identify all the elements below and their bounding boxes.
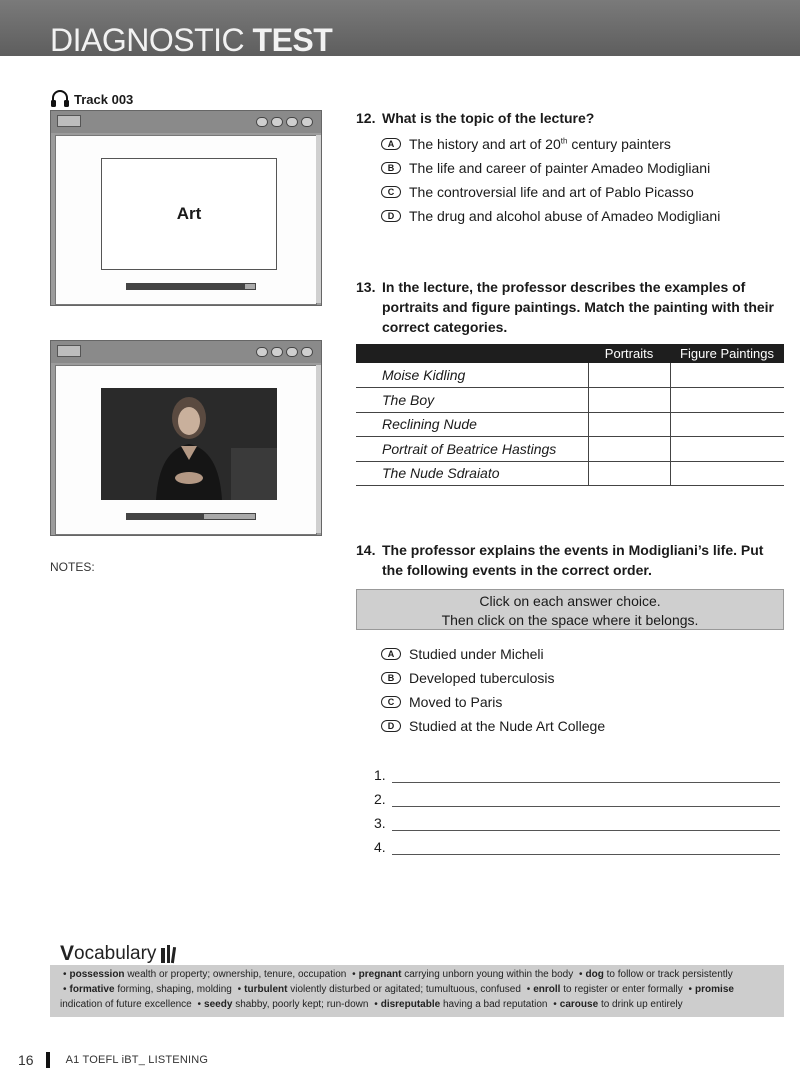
option-c[interactable] [381,180,720,204]
scrollbar[interactable] [316,135,321,303]
bullet: • [63,969,67,980]
ok-button[interactable] [286,347,298,357]
option-d[interactable] [381,714,605,738]
question-text: What is the topic of the lecture? [382,110,595,126]
bullet: • [352,969,356,980]
slot-number: 2. [374,791,386,807]
vocab-word: promise [695,984,734,995]
column-header-figure-paintings: Figure Paintings [670,344,784,363]
option-text-part: The history and art of 20 [409,136,561,152]
figure-paintings-cell[interactable] [670,363,784,388]
vocab-definition: having a bad reputation [442,999,548,1010]
vocabulary-box [50,965,784,1017]
notes-label: NOTES: [50,560,95,574]
books-icon [159,944,179,964]
matching-table [356,344,784,486]
portraits-cell[interactable] [588,388,670,413]
question-14 [356,540,787,580]
question-12 [356,108,782,128]
vocab-word: turbulent [244,984,288,995]
vocab-word: disreputable [380,999,441,1010]
vocab-definition: violently disturbed or agitated; tumultuous, confused [290,984,521,995]
help-button[interactable] [271,347,283,357]
table-row [356,363,784,388]
instruction-box [356,589,784,630]
option-c[interactable] [381,690,605,714]
player-controls [256,117,313,127]
player-screen [55,135,317,305]
progress-fill [127,514,204,519]
vocab-word: formative [69,984,115,995]
progress-fill [127,284,245,289]
slot-line[interactable] [392,769,780,783]
figure-paintings-cell[interactable] [670,412,784,437]
painting-name[interactable]: The Boy [356,388,588,413]
table-row [356,461,784,486]
question-14-options [381,642,605,738]
table-row [356,388,784,413]
option-text: The drug and alcohol abuse of Amadeo Modigliani [409,208,721,224]
player-controls [256,347,313,357]
book-title: A1 TOEFL iBT_ LISTENING [65,1054,209,1066]
vocab-definition: carrying unborn young within the body [404,969,574,980]
slot-line[interactable] [392,817,780,831]
option-text: The controversial life and art of Pablo Picasso [409,184,694,200]
table-row [356,412,784,437]
scrollbar[interactable] [316,365,321,533]
vocab-definition: to register or enter formally [563,984,683,995]
question-number: 12. [356,110,376,126]
next-button[interactable] [301,117,313,127]
table-row [356,437,784,462]
bullet: • [578,969,583,980]
bullet: • [197,999,202,1010]
portraits-cell[interactable] [588,437,670,462]
option-text: Moved to Paris [409,694,503,710]
track-text: Track 003 [74,91,134,107]
vocab-definition: indication of future excellence [60,999,192,1010]
player-toolbar [51,341,321,363]
footer-divider [46,1052,50,1068]
option-b[interactable] [381,156,720,180]
option-b-icon: B [381,672,401,684]
slide-title-box [101,158,277,270]
headphones-icon [50,90,70,108]
painting-name[interactable]: Moise Kidling [356,363,588,388]
player-menu-button[interactable] [57,115,81,127]
vocab-word: possession [69,969,125,980]
professor-image [101,388,277,500]
bullet: • [237,984,242,995]
option-a[interactable] [381,642,605,666]
option-a-icon: A [381,138,401,150]
slot-number: 3. [374,815,386,831]
bullet: • [526,984,531,995]
answer-slots [374,759,780,855]
audio-progress-bar [126,513,256,520]
painting-name[interactable]: Reclining Nude [356,412,588,437]
header-title-light: DIAGNOSTIC [50,22,245,56]
vocab-definition: to drink up entirely [600,999,683,1010]
option-d[interactable] [381,204,720,228]
bullet: • [688,984,693,995]
track-label [50,90,133,108]
vocab-word: enroll [533,984,561,995]
portraits-cell[interactable] [588,461,670,486]
instruction-line: Then click on the space where it belongs. [441,612,699,628]
vocabulary-title-initial: V [60,942,75,965]
option-text [409,136,671,152]
answer-slot[interactable] [374,783,780,807]
slot-number: 4. [374,839,386,855]
lecturer-photo [101,388,277,500]
question-text: In the lecture, the professor describes the examples of portraits and figure paintings. Match the painting with their correct categories. [382,279,775,335]
player-menu-button[interactable] [57,345,81,357]
superscript: th [560,136,568,146]
column-header-painting [356,344,588,363]
question-number: 13. [356,279,376,295]
vocabulary-title [60,942,179,966]
option-text: Studied under Micheli [409,646,544,662]
option-d-icon: D [381,210,401,222]
header-title [50,22,332,56]
header-title-bold: TEST [252,22,333,56]
painting-name[interactable]: Portrait of Beatrice Hastings [356,437,588,462]
volume-button[interactable] [256,347,268,357]
vocab-definition: shabby, poorly kept; run-down [235,999,369,1010]
vocab-word: pregnant [358,969,402,980]
player-toolbar [51,111,321,133]
answer-slot[interactable] [374,807,780,831]
help-button[interactable] [271,117,283,127]
vocab-definition: wealth or property; ownership, tenure, occupation [127,969,347,980]
option-text: Studied at the Nude Art College [409,718,606,734]
option-b-icon: B [381,162,401,174]
audio-progress-bar [126,283,256,290]
page-number: 16 [18,1052,34,1068]
lecture-player-video [50,340,322,536]
question-text: The professor explains the events in Modigliani’s life. Put the following events in the correct order. [382,542,764,578]
option-text: The life and career of painter Amadeo Modigliani [409,160,711,176]
vocab-definition: to follow or track persistently [606,969,733,980]
bullet: • [374,999,378,1010]
figure-paintings-cell[interactable] [670,388,784,413]
column-header-portraits: Portraits [588,344,670,363]
question-12-options [381,132,720,228]
figure-paintings-cell[interactable] [670,461,784,486]
player-screen [55,365,317,535]
option-text-part: century painters [567,136,671,152]
instruction-line: Click on each answer choice. [479,593,661,609]
painting-name[interactable]: The Nude Sdraiato [356,461,588,486]
option-text: Developed tuberculosis [409,670,555,686]
volume-button[interactable] [256,117,268,127]
question-number: 14. [356,542,376,558]
slot-number: 1. [374,767,386,783]
option-b[interactable] [381,666,605,690]
answer-slot[interactable] [374,831,780,855]
page-footer [18,1052,208,1068]
portraits-cell[interactable] [588,412,670,437]
bullet: • [553,999,557,1010]
bullet: • [63,984,67,995]
option-d-icon: D [381,720,401,732]
vocab-word: carouse [559,999,599,1010]
option-c-icon: C [381,696,401,708]
answer-slot[interactable] [374,759,780,783]
ok-button[interactable] [286,117,298,127]
option-a[interactable] [381,132,720,156]
question-13 [356,277,782,337]
figure-paintings-cell[interactable] [670,437,784,462]
vocab-word: dog [585,969,604,980]
portraits-cell[interactable] [588,363,670,388]
vocab-definition: forming, shaping, molding [117,984,232,995]
next-button[interactable] [301,347,313,357]
option-c-icon: C [381,186,401,198]
slot-line[interactable] [392,841,780,855]
slide-title: Art [176,204,202,223]
vocabulary-title-rest: ocabulary [74,943,157,964]
option-a-icon: A [381,648,401,660]
vocab-word: seedy [204,999,233,1010]
page-header [0,0,800,56]
slot-line[interactable] [392,793,780,807]
lecture-player-slide [50,110,322,306]
